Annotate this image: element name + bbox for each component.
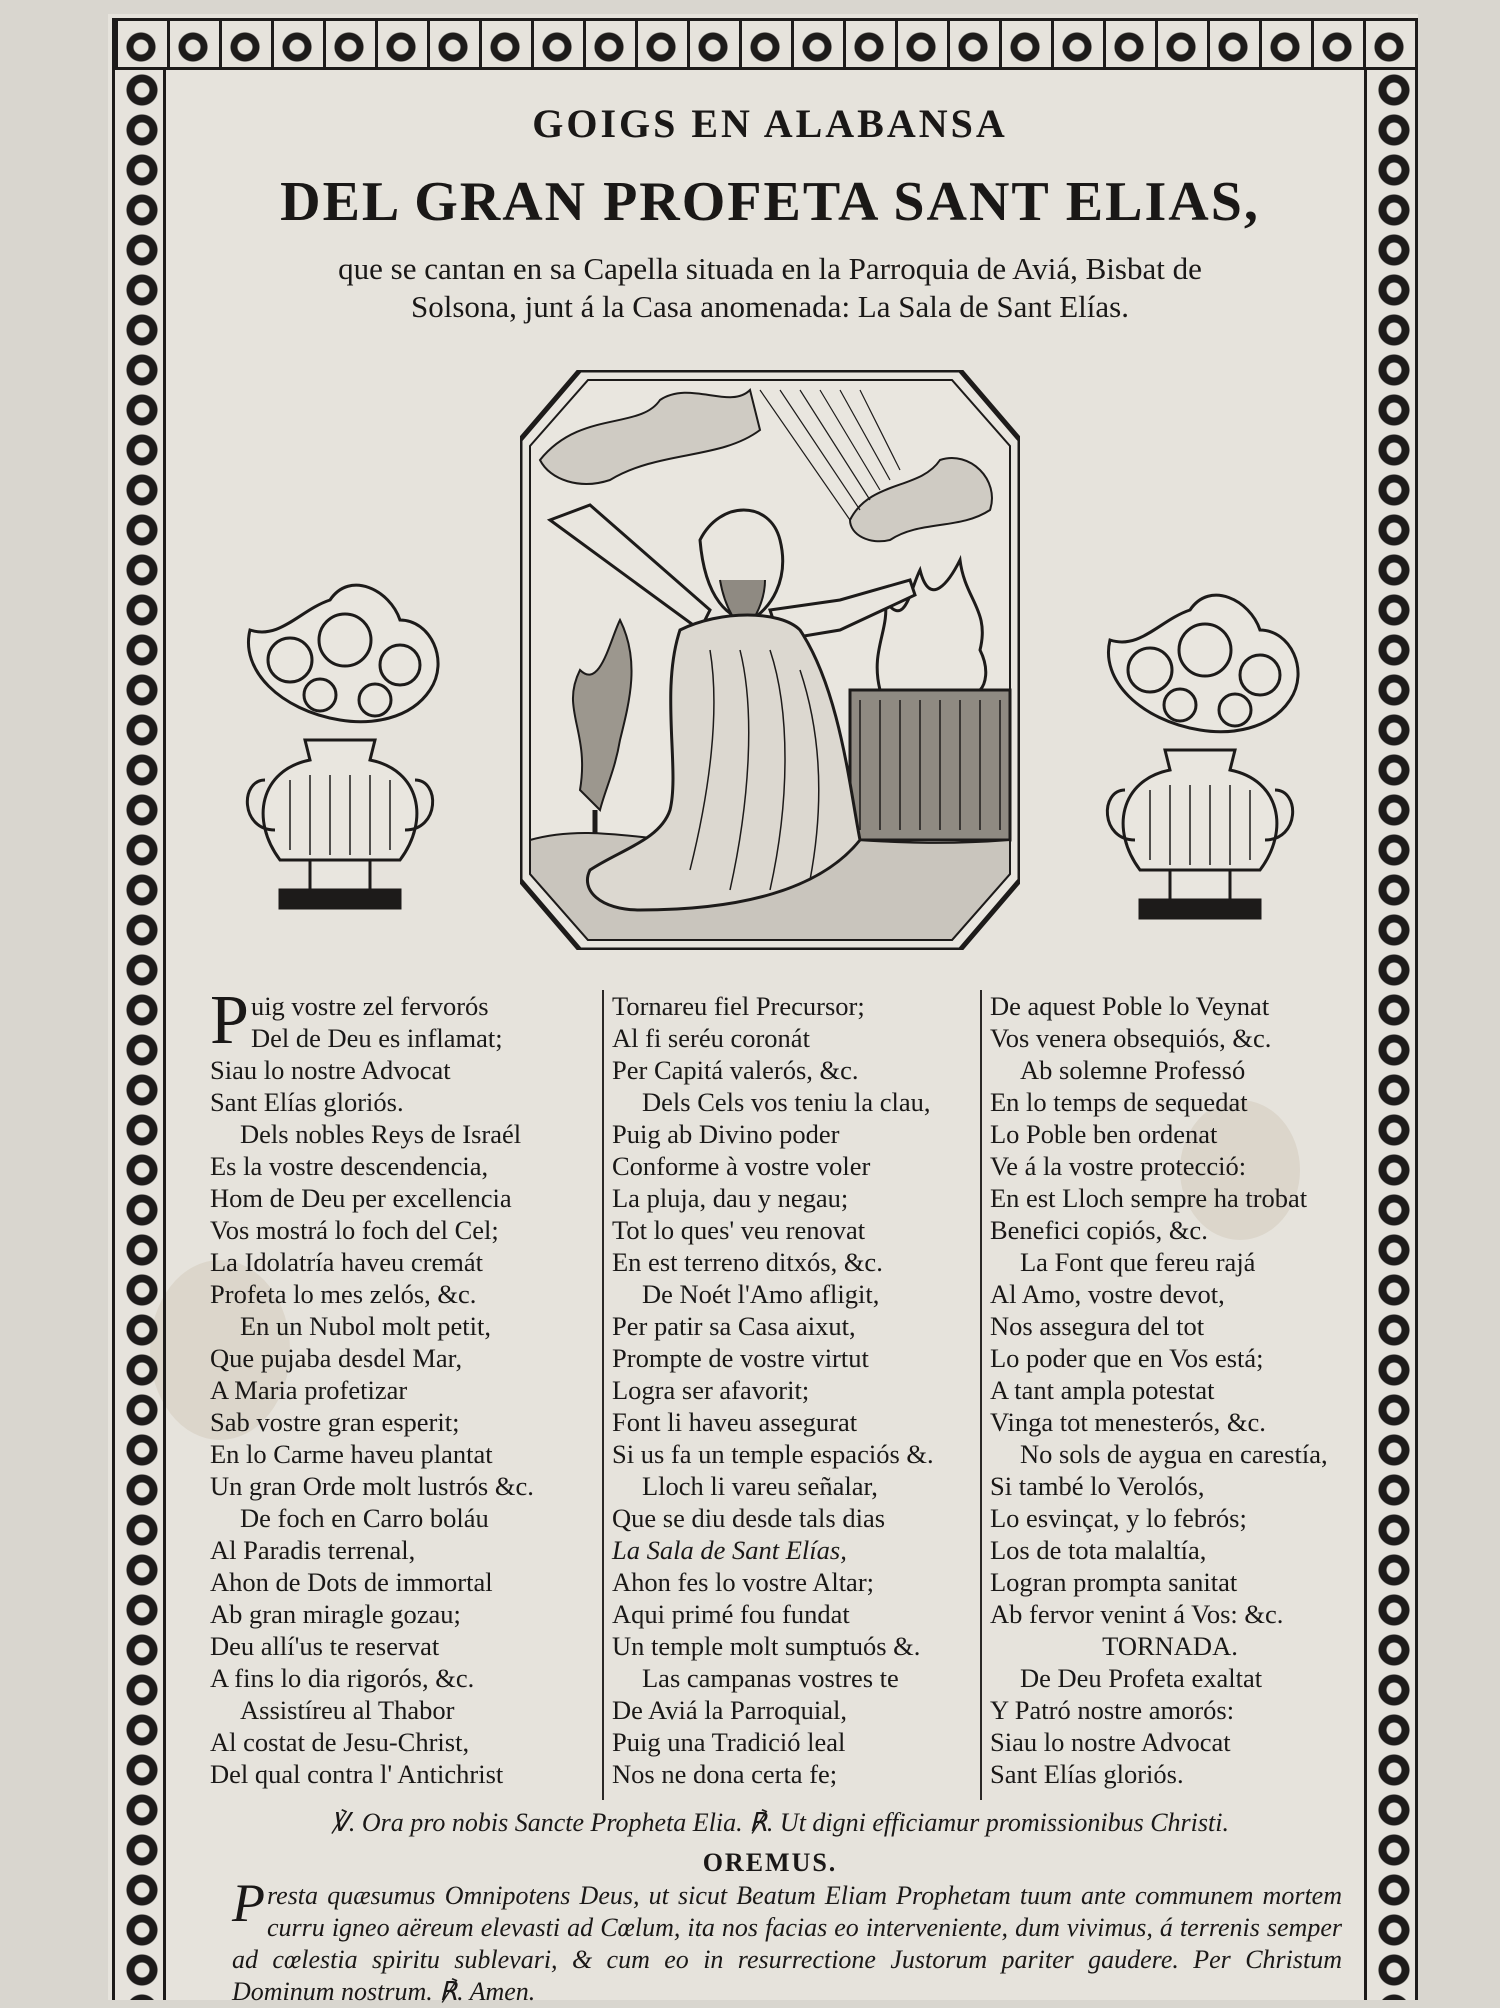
- verse-line: [210, 1118, 590, 1150]
- verse-line: [612, 990, 982, 1022]
- versicle: ℣. Ora pro nobis Sancte Propheta Elia. ℟. Ut digni efficiamur promissionibus Christi.: [331, 1808, 1229, 1837]
- verse-line: [612, 1470, 982, 1502]
- verse-text: Ab fervor venint á Vos: &c.: [990, 1599, 1284, 1629]
- subtitle-line-2: Solsona, junt á la Casa anomenada: La Sala de Sant Elías.: [411, 289, 1129, 324]
- verse-text: Ab gran miragle gozau;: [210, 1599, 461, 1629]
- verse-text: Si també lo Verolós,: [990, 1471, 1205, 1501]
- verse-line: [612, 1662, 982, 1694]
- title-line-1: GOIGS EN ALABANSA: [532, 101, 1008, 146]
- verse-text: Puig una Tradició leal: [612, 1727, 846, 1757]
- verse-line: [990, 1534, 1350, 1566]
- verse-line: [990, 1406, 1350, 1438]
- verse-line: [990, 1502, 1350, 1534]
- verse-line: [990, 1470, 1350, 1502]
- verse-text: Un gran Orde molt lustrós &c.: [210, 1471, 534, 1501]
- verse-text: De aquest Poble lo Veynat: [990, 991, 1270, 1021]
- verse-line: [990, 1310, 1350, 1342]
- verse-line: [612, 1598, 982, 1630]
- verse-text: Es la vostre descendencia,: [210, 1151, 489, 1181]
- verse-line: [612, 1406, 982, 1438]
- verse-line: [612, 1438, 982, 1470]
- verse-text: De Aviá la Parroquial,: [612, 1695, 847, 1725]
- verse-text: Siau lo nostre Advocat: [990, 1727, 1231, 1757]
- verse-line: [990, 1566, 1350, 1598]
- verse-line: [990, 1694, 1350, 1726]
- verse-text: Hom de Deu per excellencia: [210, 1183, 512, 1213]
- verse-text: Prompte de vostre virtut: [612, 1343, 869, 1373]
- verse-column-3: [980, 990, 1350, 1800]
- prophet-engraving: [520, 370, 1020, 950]
- verse-text: A tant ampla potestat: [990, 1375, 1215, 1405]
- verse-line: [612, 1118, 982, 1150]
- flower-vase-right: [1080, 580, 1320, 940]
- verse-text: La Font que fereu rajá: [1020, 1247, 1256, 1277]
- verse-text: La pluja, dau y negau;: [612, 1183, 849, 1213]
- verse-column-1: [210, 982, 590, 1790]
- verse-text: Dels Cels vos teniu la clau,: [642, 1087, 931, 1117]
- verse-text: Que pujaba desdel Mar,: [210, 1343, 463, 1373]
- verse-text: Sant Elías gloriós.: [990, 1759, 1184, 1789]
- verse-line: [990, 1182, 1350, 1214]
- verse-line: [990, 1278, 1350, 1310]
- verse-text: Ahon de Dots de immortal: [210, 1567, 493, 1597]
- verse-text: A Maria profetizar: [210, 1375, 408, 1405]
- verse-line: [210, 1694, 590, 1726]
- verse-line: [612, 1342, 982, 1374]
- ornamental-border-top: [112, 18, 1418, 70]
- verse-line: [210, 1534, 590, 1566]
- verse-text: TORNADA.: [1102, 1631, 1238, 1661]
- verse-line: [990, 1214, 1350, 1246]
- ornamental-border-left: [112, 70, 166, 2000]
- verse-line: [612, 1694, 982, 1726]
- verse-text: Ve á la vostre protecció:: [990, 1151, 1247, 1181]
- verse-text: Profeta lo mes zelós, &c.: [210, 1279, 477, 1309]
- verse-text: Per patir sa Casa aixut,: [612, 1311, 856, 1341]
- verse-line: [210, 1406, 590, 1438]
- verse-line: [210, 1150, 590, 1182]
- verse-text: Nos ne dona certa fe;: [612, 1759, 838, 1789]
- verse-text: De Deu Profeta exaltat: [1020, 1663, 1263, 1693]
- verse-text: Lloch li vareu señalar,: [642, 1471, 878, 1501]
- verse-line: [210, 1278, 590, 1310]
- verse-line: [612, 1310, 982, 1342]
- verse-text: Benefici copiós, &c.: [990, 1215, 1208, 1245]
- verse-text: Vinga tot menesterós, &c.: [990, 1407, 1266, 1437]
- verse-line: [210, 1342, 590, 1374]
- verse-text: La Idolatría haveu cremát: [210, 1247, 483, 1277]
- verse-text: Ahon fes lo vostre Altar;: [612, 1567, 875, 1597]
- verse-text: Tot lo ques' veu renovat: [612, 1215, 866, 1245]
- verse-line: [612, 1182, 982, 1214]
- verse-line: [210, 1374, 590, 1406]
- verse-text: Lo esvinçat, y lo febrós;: [990, 1503, 1247, 1533]
- verse-column-2: [602, 990, 982, 1800]
- verse-line: [990, 1598, 1350, 1630]
- verse-line: [612, 1726, 982, 1758]
- verse-text: uig vostre zel fervorós: [250, 991, 489, 1021]
- verse-line: [990, 1022, 1350, 1054]
- verses-section: [210, 982, 1330, 1870]
- verse-text: Puig ab Divino poder: [612, 1119, 840, 1149]
- verse-line: [210, 1022, 590, 1054]
- verse-line: [990, 990, 1350, 1022]
- verse-line: [990, 1086, 1350, 1118]
- verse-line: [612, 1150, 982, 1182]
- verse-text: Lo poder que en Vos está;: [990, 1343, 1264, 1373]
- verse-line: [990, 1630, 1350, 1662]
- verse-text: Assistíreu al Thabor: [240, 1695, 455, 1725]
- verse-text: Del de Deu es inflamat;: [250, 1023, 503, 1053]
- verse-line: [210, 1054, 590, 1086]
- verse-line: [210, 1182, 590, 1214]
- verse-text: Las campanas vostres te: [642, 1663, 899, 1693]
- verse-text: Font li haveu assegurat: [612, 1407, 858, 1437]
- verse-line: [990, 1246, 1350, 1278]
- verse-text: Sab vostre gran esperit;: [210, 1407, 460, 1437]
- verse-text: En lo temps de sequedat: [990, 1087, 1248, 1117]
- verse-line: [990, 1662, 1350, 1694]
- verse-line: [210, 1630, 590, 1662]
- verse-line: [612, 1246, 982, 1278]
- verse-line: [210, 1566, 590, 1598]
- verse-line: [210, 1438, 590, 1470]
- verse-line: [990, 1054, 1350, 1086]
- verse-text: Per Capitá valerós, &c.: [612, 1055, 859, 1085]
- verse-text: La Sala de Sant Elías,: [612, 1535, 847, 1565]
- oremus-title: OREMUS.: [702, 1848, 838, 1877]
- verse-text: Un temple molt sumptuós &.: [612, 1631, 921, 1661]
- verse-dropcap: P: [210, 982, 249, 1059]
- verse-text: Y Patró nostre amorós:: [990, 1695, 1235, 1725]
- verse-line: [990, 1374, 1350, 1406]
- verse-text: Aqui primé fou fundat: [612, 1599, 850, 1629]
- verse-line: [210, 1758, 590, 1790]
- verse-line: [210, 1598, 590, 1630]
- verse-text: A fins lo dia rigorós, &c.: [210, 1663, 475, 1693]
- verse-line: [612, 1214, 982, 1246]
- verse-text: Si us fa un temple espaciós &.: [612, 1439, 934, 1469]
- verse-line: [612, 1502, 982, 1534]
- verse-line: [612, 1534, 982, 1566]
- verse-text: Conforme à vostre voler: [612, 1151, 871, 1181]
- verse-text: Dels nobles Reys de Israél: [240, 1119, 522, 1149]
- verse-line: [210, 1662, 590, 1694]
- verse-text: Nos assegura del tot: [990, 1311, 1205, 1341]
- title-line-2: DEL GRAN PROFETA SANT ELIAS,: [280, 171, 1260, 233]
- verse-text: Logran prompta sanitat: [990, 1567, 1238, 1597]
- verse-text: Ab solemne Professó: [1020, 1055, 1246, 1085]
- verse-text: Del qual contra l' Antichrist: [210, 1759, 504, 1789]
- subtitle: [190, 250, 1350, 326]
- verse-text: Al Amo, vostre devot,: [990, 1279, 1225, 1309]
- verse-line: [210, 1502, 590, 1534]
- oremus-prayer: [232, 1873, 1342, 2008]
- verse-line: [210, 1470, 590, 1502]
- verse-line: [210, 1086, 590, 1118]
- verse-text: En est terreno ditxós, &c.: [612, 1247, 883, 1277]
- verse-text: En un Nubol molt petit,: [240, 1311, 491, 1341]
- verse-text: Al costat de Jesu-Christ,: [210, 1727, 470, 1757]
- verse-text: De Noét l'Amo afligit,: [642, 1279, 880, 1309]
- verse-text: Deu allí'us te reservat: [210, 1631, 440, 1661]
- subtitle-line-1: que se cantan en sa Capella situada en la Parroquia de Aviá, Bisbat de: [338, 251, 1202, 286]
- verse-text: Lo Poble ben ordenat: [990, 1119, 1218, 1149]
- flower-vase-left: [220, 570, 460, 930]
- verse-line: [210, 1214, 590, 1246]
- verse-line: [990, 1726, 1350, 1758]
- verse-text: Siau lo nostre Advocat: [210, 1055, 451, 1085]
- verse-line: [612, 1758, 982, 1790]
- verse-line: [990, 1150, 1350, 1182]
- verse-text: Al Paradis terrenal,: [210, 1535, 416, 1565]
- verse-text: En est Lloch sempre ha trobat: [990, 1183, 1308, 1213]
- verse-text: Los de tota malaltía,: [990, 1535, 1207, 1565]
- verse-text: Vos venera obsequiós, &c.: [990, 1023, 1272, 1053]
- verse-text: Logra ser afavorit;: [612, 1375, 810, 1405]
- verse-line: [990, 1758, 1350, 1790]
- verse-line: [612, 1566, 982, 1598]
- verse-line: [210, 1246, 590, 1278]
- verse-text: De foch en Carro boláu: [240, 1503, 489, 1533]
- verse-text: En lo Carme haveu plantat: [210, 1439, 493, 1469]
- verse-line: [612, 1054, 982, 1086]
- verse-line: [210, 1310, 590, 1342]
- verse-line: [612, 1630, 982, 1662]
- verse-line: [612, 1278, 982, 1310]
- verse-text: Al fi seréu coronát: [612, 1023, 810, 1053]
- verse-line: [612, 1086, 982, 1118]
- verse-text: Que se diu desde tals dias: [612, 1503, 886, 1533]
- verse-line: [210, 1726, 590, 1758]
- verse-line: [990, 1438, 1350, 1470]
- verse-text: Sant Elías gloriós.: [210, 1087, 404, 1117]
- ornamental-border-right: [1364, 70, 1418, 2000]
- oremus-dropcap: P: [232, 1873, 265, 1933]
- verse-line: [612, 1374, 982, 1406]
- verse-text: Tornareu fiel Precursor;: [612, 991, 865, 1021]
- verse-line: [612, 1022, 982, 1054]
- oremus-text: resta quæsumus Omnipotens Deus, ut sicut Beatum Eliam Prophetam tuum ante communem mortem curru igneo aëreum elevasti ad Cœlum, ita nos facias eo interveniente, dum vivimus, á terrenis semper ad cœlestia spiritu sublevari, & cum eo in resurrectione Justorum pariter gaudere. Per Christum Dominum nostrum. ℟. Amen.: [232, 1881, 1342, 2006]
- verse-text: Vos mostrá lo foch del Cel;: [210, 1215, 499, 1245]
- verse-text: No sols de aygua en carestía,: [1020, 1439, 1328, 1469]
- verse-line: [990, 1118, 1350, 1150]
- verse-line: [990, 1342, 1350, 1374]
